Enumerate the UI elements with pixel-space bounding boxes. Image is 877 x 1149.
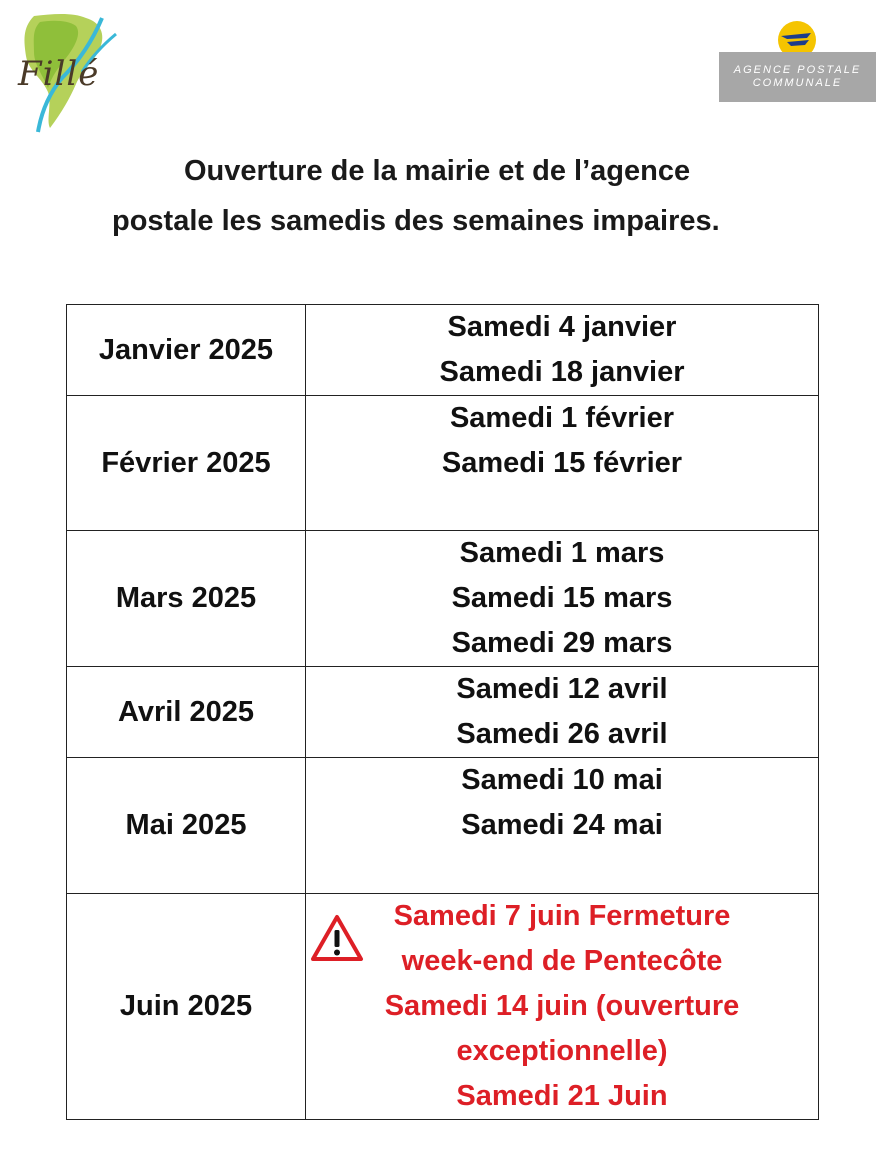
schedule-table bbox=[66, 304, 819, 1120]
dates-cell bbox=[306, 305, 819, 396]
date-line: Samedi 14 juin (ouverture bbox=[384, 990, 740, 1022]
title-line-1: Ouverture de la mairie et de l’agence bbox=[184, 155, 691, 187]
fille-logo bbox=[12, 12, 132, 137]
date-line: Samedi 15 février bbox=[441, 447, 683, 479]
month-cell: Avril 2025 bbox=[67, 667, 306, 758]
table-row bbox=[67, 396, 819, 531]
dates-cell bbox=[306, 531, 819, 667]
date-line: Samedi 15 mars bbox=[451, 582, 673, 614]
agence-postale-band bbox=[719, 52, 876, 102]
date-line: Samedi 12 avril bbox=[456, 673, 668, 705]
date-line: Samedi 21 Juin bbox=[456, 1080, 668, 1112]
date-line: Samedi 10 mai bbox=[461, 764, 663, 796]
table-row bbox=[67, 305, 819, 396]
agence-postale-line2: COMMUNALE bbox=[752, 77, 843, 89]
title-line-2: postale les samedis des semaines impaires. bbox=[112, 205, 720, 237]
date-line: Samedi 7 juin Fermeture bbox=[393, 900, 731, 932]
dates-cell bbox=[306, 396, 819, 531]
dates-cell bbox=[306, 894, 819, 1120]
table-row bbox=[67, 531, 819, 667]
date-line: Samedi 26 avril bbox=[456, 718, 668, 750]
month-cell: Juin 2025 bbox=[67, 894, 306, 1120]
table-row bbox=[67, 667, 819, 758]
month-cell: Mars 2025 bbox=[67, 531, 306, 667]
warning-icon bbox=[310, 914, 364, 962]
date-line: Samedi 4 janvier bbox=[447, 311, 677, 343]
date-line: Samedi 29 mars bbox=[451, 627, 673, 659]
page-title bbox=[100, 146, 800, 246]
month-cell: Mai 2025 bbox=[67, 758, 306, 894]
dates-cell bbox=[306, 667, 819, 758]
month-cell: Janvier 2025 bbox=[67, 305, 306, 396]
date-line: Samedi 24 mai bbox=[461, 809, 663, 841]
date-line: exceptionnelle) bbox=[456, 1035, 668, 1067]
agence-postale-logo bbox=[719, 20, 876, 102]
date-line: Samedi 1 mars bbox=[459, 537, 665, 569]
date-line: Samedi 18 janvier bbox=[439, 356, 685, 388]
date-line: Samedi 1 février bbox=[449, 402, 675, 434]
table-row bbox=[67, 758, 819, 894]
dates-cell bbox=[306, 758, 819, 894]
fille-logo-text: Fillé bbox=[18, 54, 100, 94]
table-row bbox=[67, 894, 819, 1120]
date-line: week-end de Pentecôte bbox=[401, 945, 723, 977]
agence-postale-line1: AGENCE POSTALE bbox=[733, 64, 862, 76]
month-cell: Février 2025 bbox=[67, 396, 306, 531]
